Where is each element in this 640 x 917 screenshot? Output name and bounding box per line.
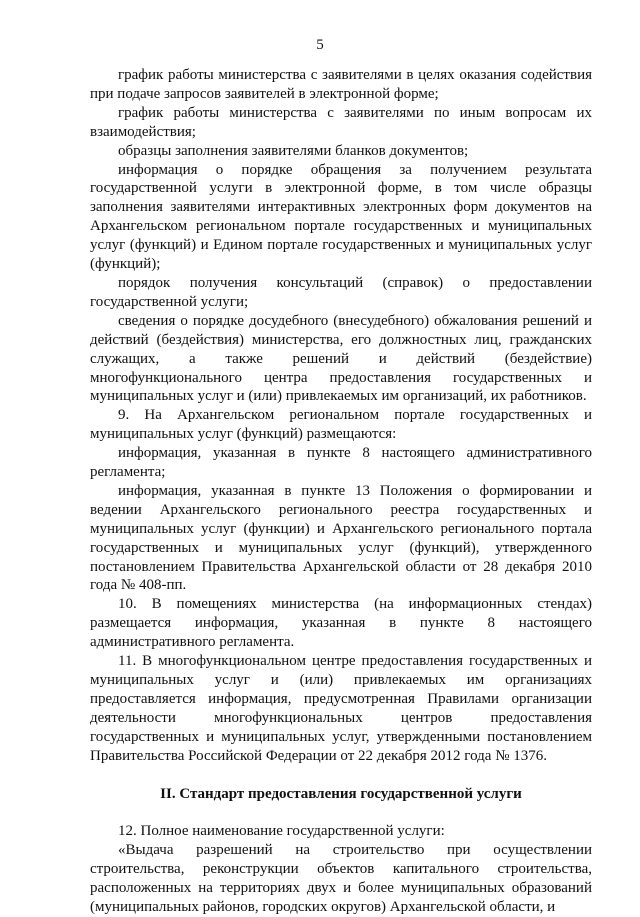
paragraph-schedule-electronic: график работы министерства с заявителями в целях оказания содействия при подаче запросов заявителей в электронной форме;	[90, 67, 592, 102]
paragraph-service-full-name: «Выдача разрешений на строительство при осуществлении строительства, реконструкции объектов капитального строительства, расположенных на территориях двух и более муниципальных образований (муниципальных районов, городских округов) Архангельской области, и	[90, 842, 592, 916]
paragraph-item-9: 9. На Архангельском региональном портале государственных и муниципальных услуг (функций) размещаются:	[90, 407, 592, 443]
section-heading: II. Стандарт предоставления государственной услуги	[160, 785, 522, 802]
paragraph-schedule-other: график работы министерства с заявителями по иным вопросам их взаимодействия;	[90, 104, 592, 140]
paragraph-item-10: 10. В помещениях министерства (на информационных стендах) размещается информация, указанная в пункте 8 настоящего административного регламента.	[90, 596, 592, 651]
paragraph-item-9-info-point-8: информация, указанная в пункте 8 настоящего административного регламента;	[90, 445, 592, 481]
paragraph-consultations: порядок получения консультаций (справок) о предоставлении государственной услуги;	[90, 274, 592, 310]
paragraph-appeal-procedure: сведения о порядке досудебного (внесудебного) обжалования решений и действий (бездействия) министерства, его должностных лиц, гражданских служащих, а также решений и действий (бездействие) многофункционального центра предоставления государственных и муниципальных услуг и (или) привлекаемых им организаций, их работников.	[90, 312, 592, 405]
paragraph-item-11: 11. В многофункциональном центре предоставления государственных и муниципальных услуг и (или) привлекаемых им организациях предоставляется информация, предусмотренная Правилами организации деятельности многофункциональных центров предоставления государственных и муниципальных услуг, утвержденными постановлением Правительства Российской Федерации от 22 декабря 2012 года № 1376.	[90, 653, 592, 764]
paragraph-electronic-result-info: информация о порядке обращения за получением результата государственной услуги в электронной форме, в том числе образцы заполнения заявителями интерактивных электронных форм документов на Архангельском региональном портале государственных и муниципальных услуг (функций) и Едином портале государственных и муниципальных услуг (функций);	[90, 161, 592, 273]
paragraph-item-12: 12. Полное наименование государственной услуги:	[118, 823, 445, 840]
document-body	[90, 66, 592, 917]
paragraph-item-9-info-point-13: информация, указанная в пункте 13 Положения о формировании и ведении Архангельского регионального реестра государственных и муниципальных услуг (функции) и Архангельского регионального портала государственных и муниципальных услуг (функций), утвержденного постановлением Правительства Архангельской области от 28 декабря 2010 года № 408-пп.	[90, 482, 592, 594]
page-number: 5	[316, 37, 324, 53]
paragraph-form-samples: образцы заполнения заявителями бланков документов;	[118, 142, 469, 159]
